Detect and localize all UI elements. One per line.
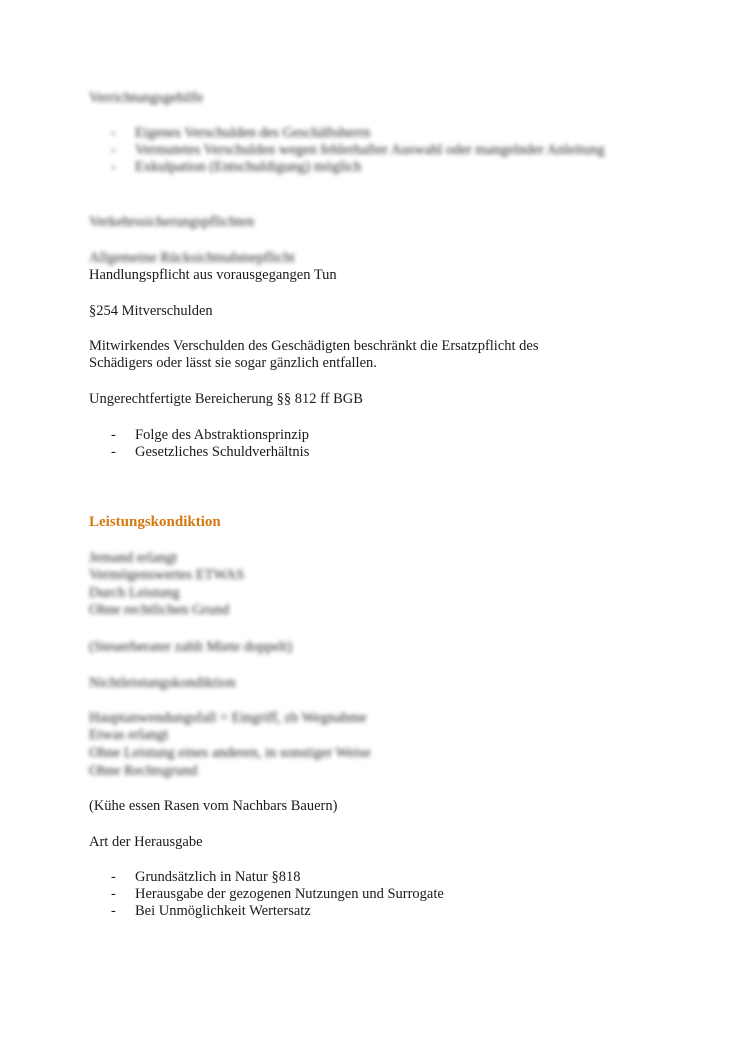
list-item: - Gesetzliches Schuldverhältnis — [111, 444, 309, 461]
bullet-list-bereicherung — [111, 427, 309, 461]
text-line: Jemand erlangt — [89, 550, 178, 566]
example-leistungskondiktion: (Steuerberater zahlt Miete doppelt) — [89, 639, 293, 655]
section-heading-herausgabe: Art der Herausgabe — [89, 834, 203, 850]
section-heading-verkehrssicherungspflichten: Verkehrssicherungspflichten — [89, 214, 255, 230]
text-line: Etwas erlangt — [89, 727, 169, 743]
text-line-ruecksichtnahmepflicht: Allgemeine Rücksichtnahmepflicht — [89, 250, 295, 266]
list-item: - Herausgabe der gezogenen Nutzungen und Surrogate — [111, 886, 444, 903]
section-heading-bereicherung: Ungerechtfertigte Bereicherung §§ 812 ff BGB — [89, 391, 363, 407]
text-line: Ohne Rechtsgrund — [89, 763, 198, 779]
bullet-list-verrichtungsgehilfe — [111, 125, 605, 176]
list-item: - Exkulpation (Entschuldigung) möglich — [111, 159, 605, 176]
list-item: - Vermutetes Verschulden wegen fehlerhafter Auswahl oder mangelnder Anleitung — [111, 142, 605, 159]
text-line: Ohne Leistung eines anderen, in sonstiger Weise — [89, 745, 371, 761]
example-nichtleistungskondiktion: (Kühe essen Rasen vom Nachbars Bauern) — [89, 798, 338, 814]
text-line: Durch Leistung — [89, 585, 180, 601]
text-line: Hauptanwendungsfall = Eingriff, zb Wegnahme — [89, 710, 367, 726]
section-heading-nichtleistungskondiktion: Nichtleistungskondiktion — [89, 675, 236, 691]
list-item: - Folge des Abstraktionsprinzip — [111, 427, 309, 444]
paragraph-mitverschulden-line-1: Mitwirkendes Verschulden des Geschädigten beschränkt die Ersatzpflicht des — [89, 338, 539, 354]
section-heading-mitverschulden: §254 Mitverschulden — [89, 303, 213, 319]
bullet-list-herausgabe — [111, 869, 444, 920]
text-line-handlungspflicht: Handlungspflicht aus vorausgegangen Tun — [89, 267, 337, 283]
text-line: Ohne rechtlichen Grund — [89, 602, 230, 618]
text-line: Vermögenswertes ETWAS — [89, 567, 245, 583]
list-item: - Bei Unmöglichkeit Wertersatz — [111, 903, 444, 920]
section-heading-leistungskondiktion: Leistungskondiktion — [89, 514, 221, 530]
section-heading-verrichtungsgehilfe: Verrichtungsgehilfe — [89, 90, 204, 106]
paragraph-mitverschulden-line-2: Schädigers oder lässt sie sogar gänzlich entfallen. — [89, 355, 377, 371]
list-item: - Grundsätzlich in Natur §818 — [111, 869, 444, 886]
list-item: - Eigenes Verschulden des Geschäftsherrn — [111, 125, 605, 142]
